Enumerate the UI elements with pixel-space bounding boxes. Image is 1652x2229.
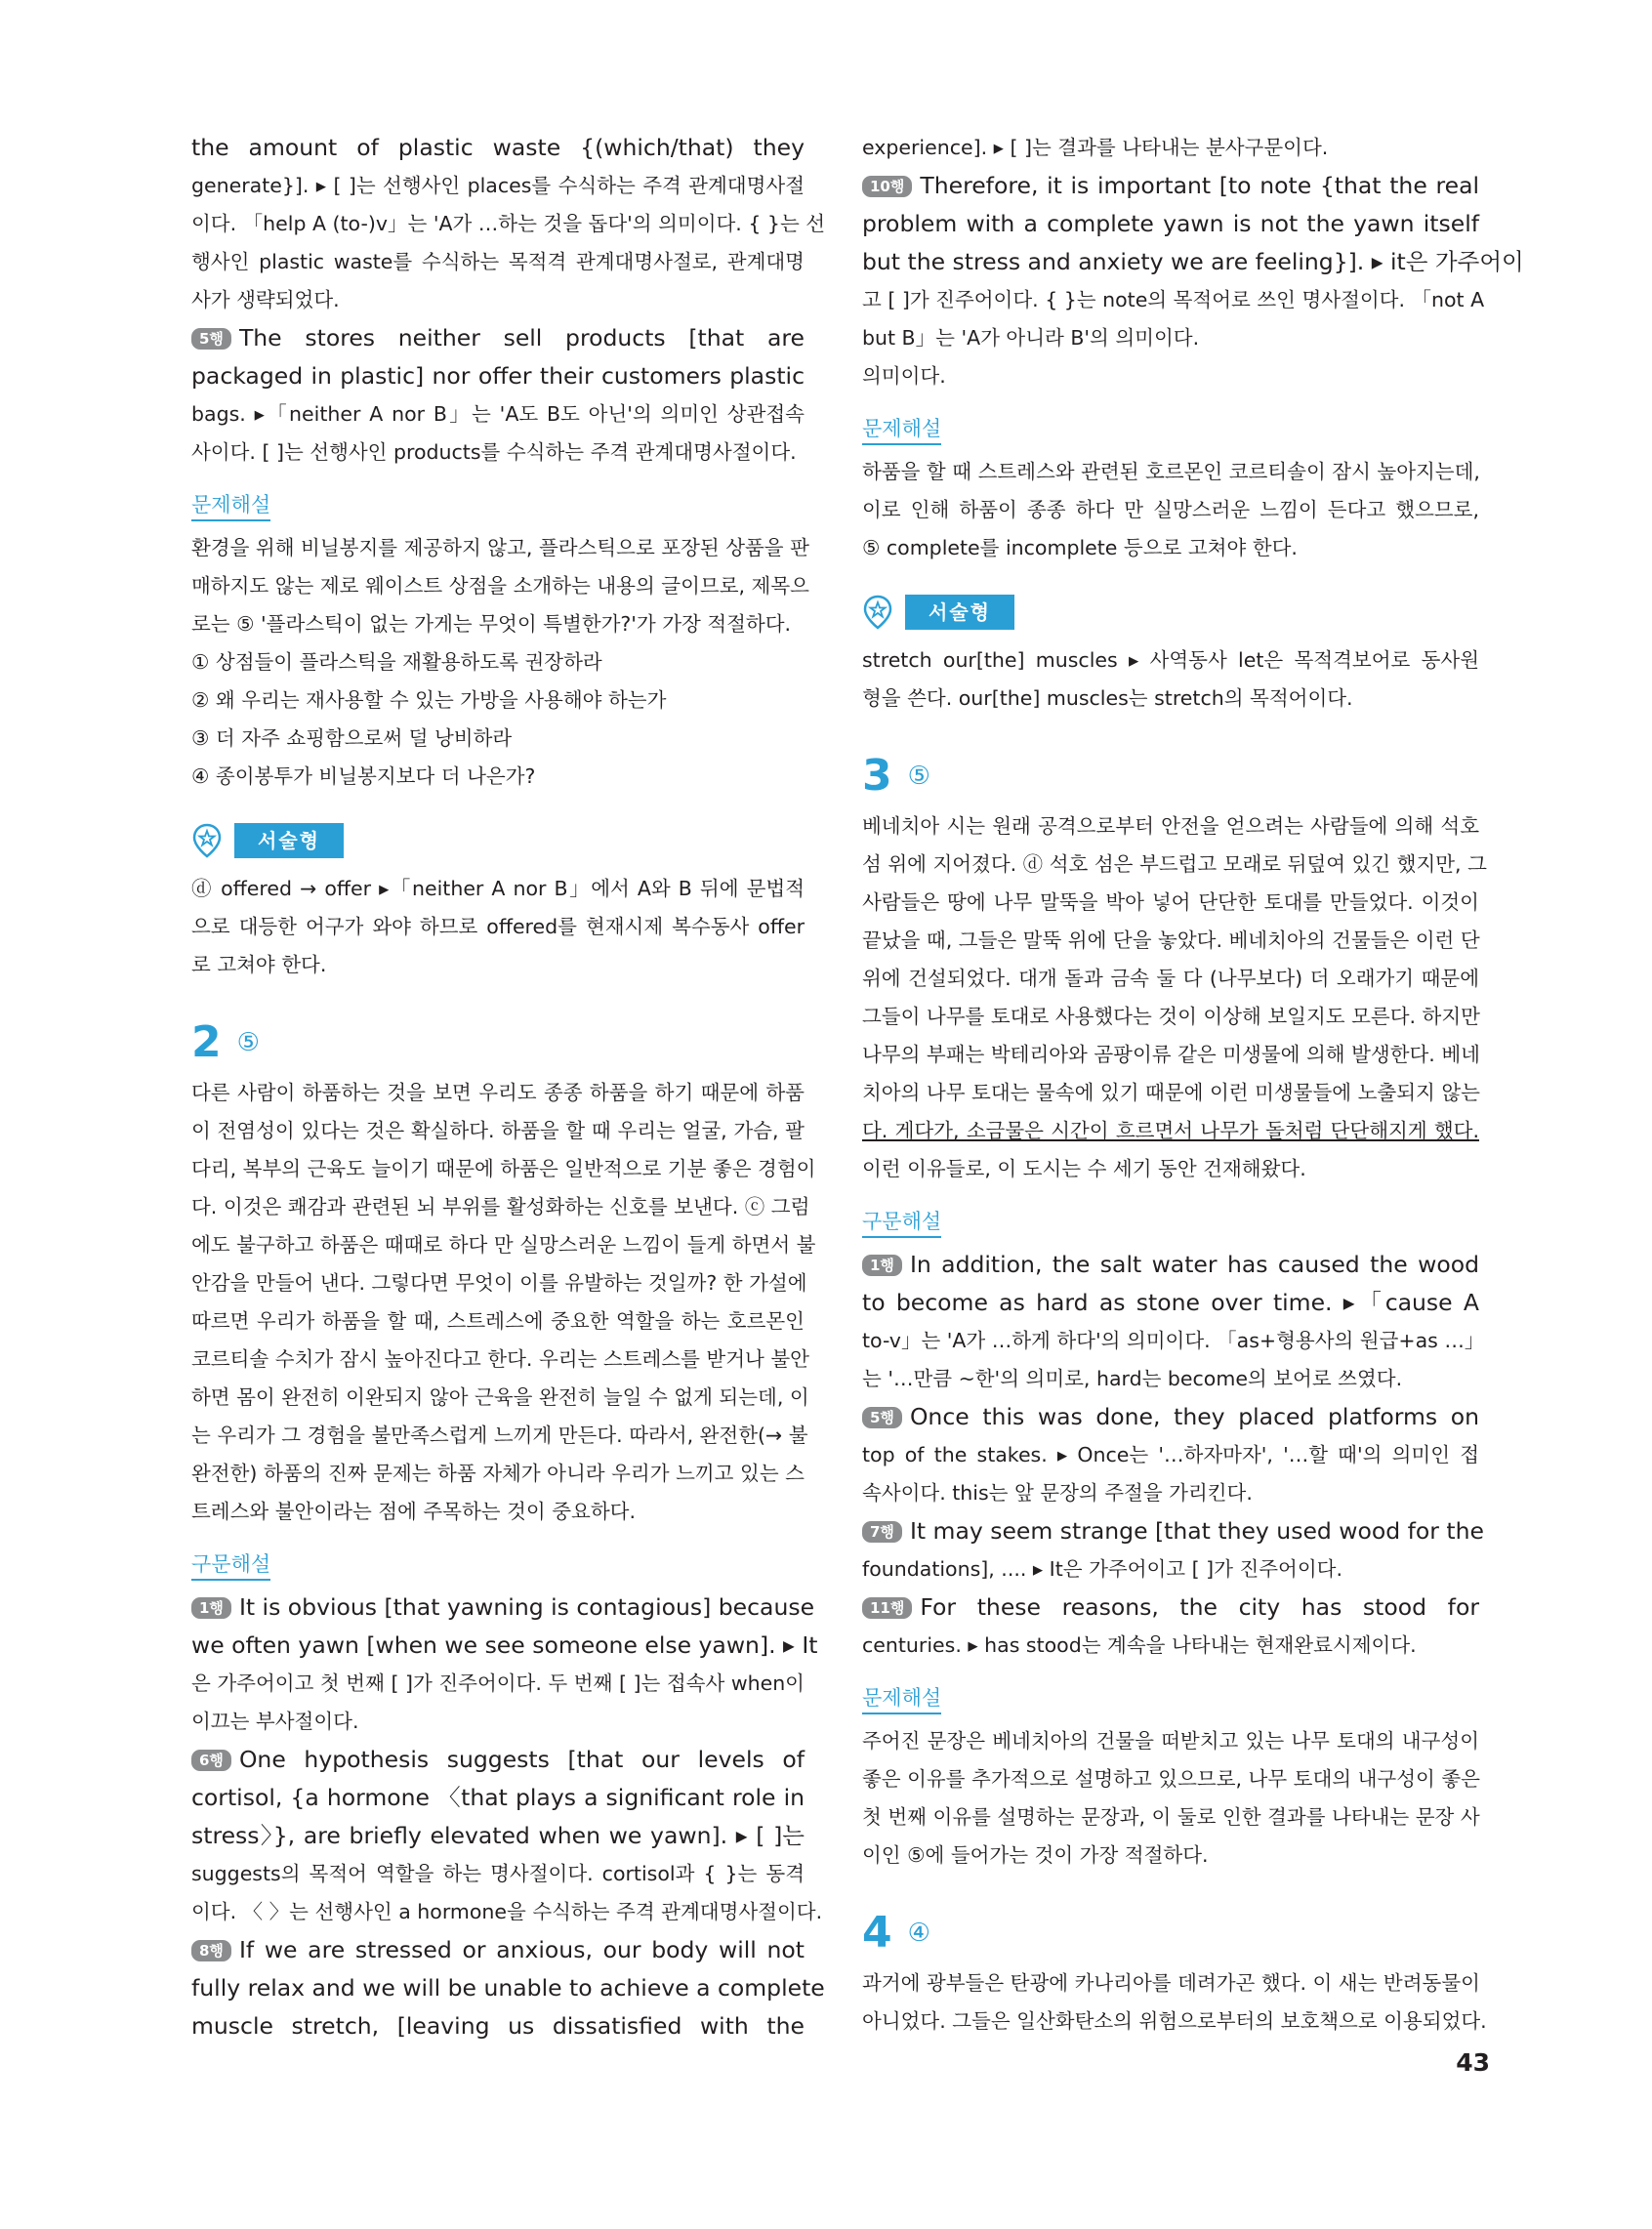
line-tag: 1행 [862, 1255, 902, 1276]
text-line: 형을 쓴다. our[the] muscles는 stretch의 목적어이다. [862, 686, 1353, 710]
text-line: 하품을 할 때 스트레스와 관련된 호르몬인 코르티솔이 잠시 높아지는데, [862, 460, 1480, 483]
text-line: It is obvious [that yawning is contagious] because [238, 1593, 815, 1621]
text-line: bags. ▸「neither A nor B」는 'A도 B도 아닌'의 의미인 상관접속 [191, 402, 805, 426]
text-line: 좋은 이유를 추가적으로 설명하고 있으므로, 나무 토대의 내구성이 좋은 [862, 1767, 1480, 1791]
line-tag: 7행 [862, 1521, 902, 1543]
text-line: 이로 인해 하품이 종종 하다 만 실망스러운 느낌이 든다고 했으므로, [862, 498, 1479, 521]
pin-star-icon [191, 823, 223, 858]
text-line: 로 고쳐야 한다. [191, 953, 327, 976]
section-heading: 구문해설 [191, 1550, 270, 1581]
text-line: 트레스와 불안이라는 점에 주목하는 것이 중요하다. [191, 1500, 636, 1523]
text-line: 으로 대등한 어구가 와야 하므로 offered를 현재시제 복수동사 offer [191, 915, 805, 938]
text-line: 의미이다. [862, 364, 946, 388]
text-line: 은 가주어이고 첫 번째 [ ]가 진주어이다. 두 번째 [ ]는 접속사 when이 [191, 1672, 805, 1695]
text-line: 따르면 우리가 하품을 할 때, 스트레스에 중요한 역할을 하는 호르몬인 [191, 1309, 805, 1333]
line-note-10 [862, 167, 1479, 205]
line-tag: 8행 [191, 1940, 231, 1961]
essay-badge: 서술형 [905, 595, 1014, 630]
line-note-r7 [862, 1512, 1484, 1550]
text-line: experience]. ▸ [ ]는 결과를 나타내는 분사구문이다. [862, 136, 1329, 159]
text-line: suggests의 목적어 역할을 하는 명사절이다. cortisol과 { }는 동격 [191, 1862, 805, 1885]
question-number: 4 [862, 1908, 892, 1958]
text-line: 환경을 위해 비닐봉지를 제공하지 않고, 플라스틱으로 포장된 상품을 판 [191, 536, 809, 559]
text-line: problem with a complete yawn is not the yawn itself [862, 210, 1479, 237]
question-answer: ⑤ [236, 1028, 260, 1057]
line-note-r1 [862, 1246, 1479, 1284]
line-note-5 [191, 319, 805, 357]
line-tag: 5행 [191, 328, 231, 350]
text-line: muscle stretch, [leaving us dissatisfied with the [191, 2012, 805, 2040]
text-line: 치아의 나무 토대는 물속에 있기 때문에 이런 미생물들에 노출되지 않는 [862, 1081, 1480, 1104]
option-line: ③ 더 자주 쇼핑함으로써 덜 낭비하라 [191, 726, 513, 750]
line-tag: 10행 [862, 176, 912, 197]
text-line: 완전한) 하품의 진짜 문제는 하품 자체가 아니라 우리가 느끼고 있는 스 [191, 1462, 805, 1485]
text-line: 고 [ ]가 진주어이다. { }는 note의 목적어로 쓰인 명사절이다. 「not A [862, 288, 1485, 311]
text-line: 는 우리가 그 경험을 불만족스럽게 느끼게 만든다. 따라서, 완전한(→ 불 [191, 1424, 808, 1447]
text-line: 이다. 「help A (to-)v」는 'A가 …하는 것을 돕다'의 의미이다. { }는 선 [191, 212, 826, 235]
text-line: 과거에 광부들은 탄광에 카나리아를 데려가곤 했다. 이 새는 반려동물이 [862, 1971, 1480, 1995]
option-line: ④ 종이봉투가 비닐봉지보다 더 나은가? [191, 764, 536, 788]
question-header-4 [862, 1908, 1479, 1959]
text-line: The stores neither sell products [that are [238, 324, 805, 351]
line-tag: 1행 [191, 1597, 231, 1619]
text-line: 아니었다. 그들은 일산화탄소의 위험으로부터의 보호책으로 이용되었다. [862, 2009, 1487, 2033]
text-line: 베네치아 시는 원래 공격으로부터 안전을 얻으려는 사람들에 의해 석호 [862, 814, 1479, 838]
option-line: ② 왜 우리는 재사용할 수 있는 가방을 사용해야 하는가 [191, 688, 667, 712]
text-line: 그들이 나무를 토대로 사용했다는 것이 이상해 보일지도 모른다. 하지만 [862, 1005, 1480, 1028]
text-line: 하면 몸이 완전히 이완되지 않아 근육을 완전히 늘일 수 없게 되는데, 이 [191, 1385, 809, 1409]
text-line: 첫 번째 이유를 설명하는 문장과, 이 둘로 인한 결과를 나타내는 문장 사 [862, 1805, 1480, 1829]
text-line: 이인 ⑤에 들어가는 것이 가장 적절하다. [862, 1843, 1209, 1867]
question-answer: ⑤ [907, 762, 930, 791]
text-line: to-v」는 'A가 …하게 하다'의 의미이다. 「as+형용사의 원급+as …」 [862, 1329, 1485, 1352]
text-line: 주어진 문장은 베네치아의 건물을 떠받치고 있는 나무 토대의 내구성이 [862, 1729, 1479, 1753]
text-line: 이다. 〈 〉는 선행사인 a hormone을 수식하는 주격 관계대명사절이다. [191, 1900, 823, 1923]
text-line: but the stress and anxiety we are feeling}]. ▸ it은 가주어이 [862, 248, 1524, 275]
text-line: 는 '…만큼 ~한'의 의미로, hard는 become의 보어로 쓰였다. [862, 1367, 1403, 1390]
text-line: If we are stressed or anxious, our body will not [238, 1936, 805, 1963]
text-line: 안감을 만들어 낸다. 그렇다면 무엇이 이를 유발하는 것일까? 한 가설에 [191, 1271, 807, 1295]
line-note-6 [191, 1741, 805, 1779]
section-heading: 문제해설 [862, 1684, 941, 1714]
text-line: Therefore, it is important [to note {that the real [920, 172, 1479, 199]
question-header-2 [191, 1017, 805, 1068]
text-line: 위에 건설되었다. 대개 돌과 금속 둘 다 (나무보다) 더 오래가기 때문에 [862, 967, 1479, 990]
line-tag: 5행 [862, 1407, 902, 1428]
text-line: ⓓ offered → offer ▸「neither A nor B」에서 A와 B 뒤에 문법적 [191, 877, 805, 900]
text-line: stress〉}, are briefly elevated when we yawn]. ▸ [ ]는 [191, 1822, 805, 1849]
text-line: 이런 이유들로, 이 도시는 수 세기 동안 건재해왔다. [862, 1157, 1306, 1180]
line-tag: 11행 [862, 1597, 912, 1619]
text-line: stretch our[the] muscles ▸ 사역동사 let은 목적격보어로 동사원 [862, 648, 1479, 672]
text-line: 사이다. [ ]는 선행사인 products를 수식하는 주격 관계대명사절이다. [191, 440, 797, 464]
text-line: For these reasons, the city has stood for [920, 1593, 1479, 1621]
text-line: centuries. ▸ has stood는 계속을 나타내는 현재완료시제이다. [862, 1633, 1417, 1657]
text-line: 다. 이것은 쾌감과 관련된 뇌 부위를 활성화하는 신호를 보낸다. ⓒ 그럼 [191, 1195, 810, 1218]
text-line: 코르티솔 수치가 잠시 높아진다고 한다. 우리는 스트레스를 받거나 불안 [191, 1347, 809, 1371]
essay-badge-row [191, 823, 805, 858]
text-line: we often yawn [when we see someone else yawn]. ▸ It [191, 1631, 818, 1659]
text-line: 매하지도 않는 제로 웨이스트 상점을 소개하는 내용의 글이므로, 제목으 [191, 574, 809, 598]
line-note-1 [191, 1589, 815, 1627]
text-line: to become as hard as stone over time. ▸「cause A [862, 1289, 1479, 1316]
text-line: 나무의 부패는 박테리아와 곰팡이류 같은 미생물에 의해 발생한다. 베네 [862, 1043, 1480, 1066]
text-line: 이끄는 부사절이다. [191, 1710, 359, 1733]
text-line: 끝났을 때, 그들은 말뚝 위에 단을 놓았다. 베네치아의 건물들은 이런 단 [862, 929, 1480, 952]
text-line: packaged in plastic] nor offer their customers plastic [191, 362, 805, 390]
text-line: It may seem strange [that they used wood for the [909, 1517, 1484, 1545]
text-line: cortisol, {a hormone 〈that plays a significant role in [191, 1784, 805, 1811]
text-line: 다리, 복부의 근육도 늘이기 때문에 하품은 일반적으로 기분 좋은 경험이 [191, 1157, 816, 1180]
text-line: One hypothesis suggests [that our levels of [238, 1746, 805, 1773]
text-line: 행사인 plastic waste를 수식하는 목적격 관계대명사절로, 관계대명 [191, 250, 805, 273]
line-note-r11 [862, 1589, 1479, 1627]
text-line: 섬 위에 지어졌다. ⓓ 석호 섬은 부드럽고 모래로 뒤덮여 있긴 했지만, 그 [862, 852, 1487, 876]
right-column [862, 129, 1524, 2041]
section-heading: 문제해설 [862, 415, 941, 445]
text-line: 사가 생략되었다. [191, 288, 340, 311]
text-line: 다른 사람이 하품하는 것을 보면 우리도 종종 하품을 하기 때문에 하품 [191, 1081, 805, 1104]
essay-badge: 서술형 [234, 823, 344, 858]
question-header-3 [862, 751, 1479, 802]
question-answer: ④ [907, 1919, 930, 1948]
left-column [191, 129, 826, 2045]
essay-badge-row [862, 595, 1479, 630]
text-line: 이 전염성이 있다는 것은 확실하다. 하품을 할 때 우리는 얼굴, 가슴, 팔 [191, 1119, 805, 1142]
text-line: top of the stakes. ▸ Once는 '…하자마자', '…할 때'의 의미인 접 [862, 1443, 1479, 1466]
line-note-8 [191, 1931, 805, 1969]
option-line: ① 상점들이 플라스틱을 재활용하도록 권장하라 [191, 650, 602, 674]
question-number: 2 [191, 1017, 222, 1067]
text-line: the amount of plastic waste {(which/that) they [191, 134, 805, 161]
text-line: ⑤ complete를 incomplete 등으로 고쳐야 한다. [862, 536, 1298, 559]
question-number: 3 [862, 751, 892, 801]
text-line: but B」는 'A가 아니라 B'의 의미이다. [862, 326, 1200, 350]
pin-star-icon [862, 595, 893, 630]
section-heading: 문제해설 [191, 491, 270, 521]
text-line: 에도 불구하고 하품은 때때로 하다 만 실망스러운 느낌이 들게 하면서 불 [191, 1233, 816, 1257]
text-line: foundations], .... ▸ It은 가주어이고 [ ]가 진주어이다. [862, 1557, 1342, 1581]
underlined-sentence: 다. 게다가, 소금물은 시간이 흐르면서 나무가 돌처럼 단단해지게 했다. [862, 1119, 1479, 1142]
text-line: In addition, the salt water has caused the wood [909, 1251, 1479, 1278]
text-line: 로는 ⑤ '플라스틱이 없는 가게는 무엇이 특별한가?'가 가장 적절하다. [191, 612, 792, 636]
text-line: Once this was done, they placed platforms on [909, 1403, 1479, 1430]
line-note-r5 [862, 1398, 1479, 1436]
text-line: fully relax and we will be unable to achieve a complete [191, 1974, 825, 2002]
page-number: 43 [1456, 2048, 1490, 2077]
line-tag: 6행 [191, 1750, 231, 1771]
text-line: generate}]. ▸ [ ]는 선행사인 places를 수식하는 주격 관계대명사절 [191, 174, 805, 197]
text-line: 사람들은 땅에 나무 말뚝을 박아 넣어 단단한 토대를 만들었다. 이것이 [862, 890, 1479, 914]
section-heading: 구문해설 [862, 1208, 941, 1238]
text-line: 속사이다. this는 앞 문장의 주절을 가리킨다. [862, 1481, 1253, 1505]
